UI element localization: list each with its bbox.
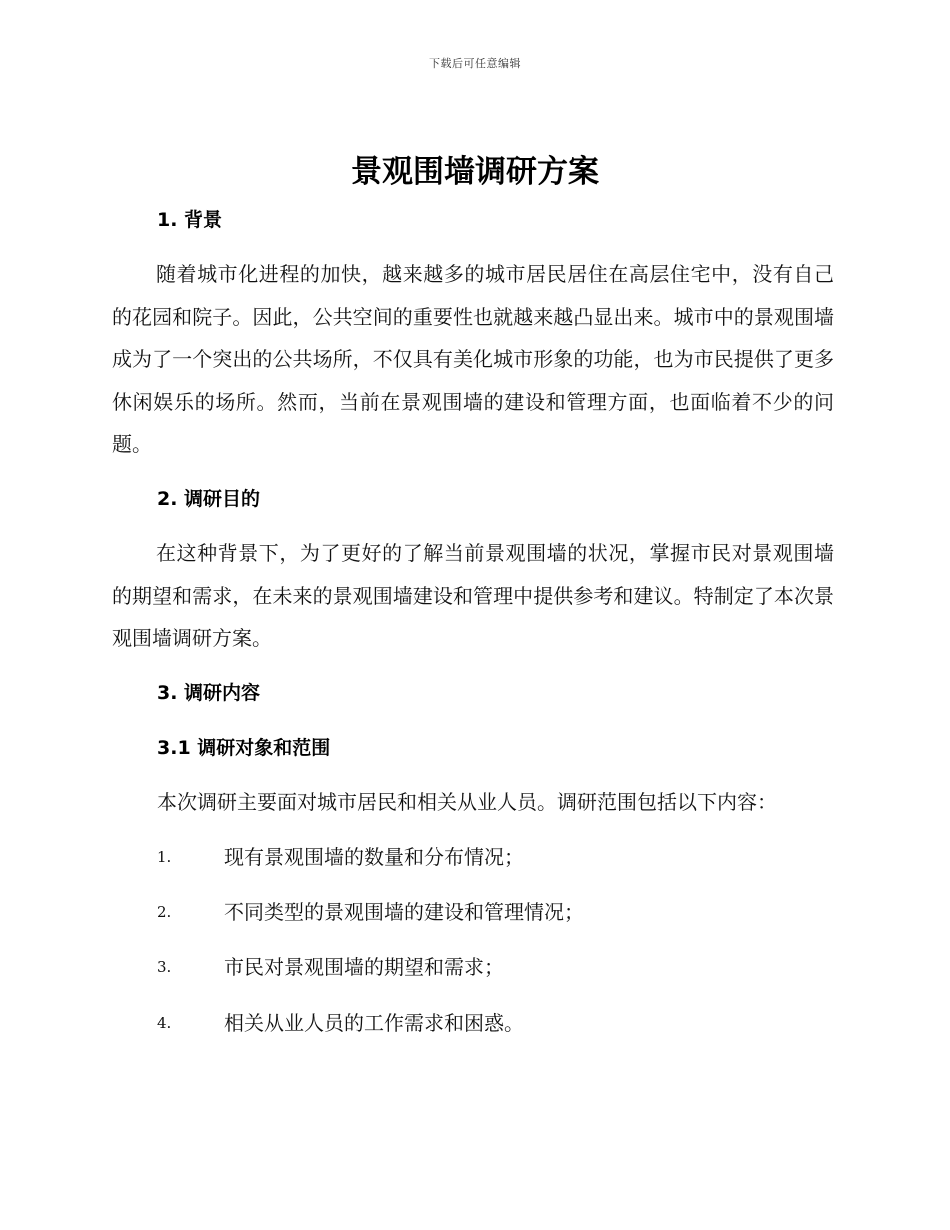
list-item xyxy=(157,1008,524,1038)
list-item-number: 3. xyxy=(157,958,172,976)
list-item-text: 不同类型的景观围墙的建设和管理情况； xyxy=(224,900,584,924)
section-heading-purpose: 2. 调研目的 xyxy=(157,488,261,510)
list-item-text: 市民对景观围墙的期望和需求； xyxy=(224,955,504,979)
section-heading-background: 1. 背景 xyxy=(157,209,223,231)
section-heading-content: 3. 调研内容 xyxy=(157,682,261,704)
paragraph-purpose: 在这种背景下，为了更好的了解当前景观围墙的状况，掌握市民对景观围墙的期望和需求，在未来的景观围墙建设和管理中提供参考和建议。特制定了本次景观围墙调研方案。 xyxy=(112,541,834,650)
list-item-number: 2. xyxy=(157,903,172,921)
paragraph-background: 随着城市化进程的加快，越来越多的城市居民居住在高层住宅中，没有自己的花园和院子。因此，公共空间的重要性也就越来越凸显出来。城市中的景观围墙成为了一个突出的公共场所，不仅具有美化城市形象的功能，也为市民提供了更多休闲娱乐的场所。然而，当前在景观围墙的建设和管理方面，也面临着不少的问题。 xyxy=(112,262,834,456)
list-item-number: 1. xyxy=(157,848,172,866)
subsection-heading-scope: 3.1 调研对象和范围 xyxy=(157,737,331,759)
list-item-number: 4. xyxy=(157,1014,172,1032)
header-note: 下载后可任意编辑 xyxy=(429,57,521,70)
list-item xyxy=(157,952,504,982)
scope-intro-text: 本次调研主要面对城市居民和相关从业人员。调研范围包括以下内容： xyxy=(157,790,777,814)
list-item xyxy=(157,842,524,872)
document-title: 景观围墙调研方案 xyxy=(351,154,599,190)
list-item-text: 现有景观围墙的数量和分布情况； xyxy=(224,845,524,869)
list-item xyxy=(157,897,584,927)
list-item-text: 相关从业人员的工作需求和困惑。 xyxy=(224,1011,524,1035)
